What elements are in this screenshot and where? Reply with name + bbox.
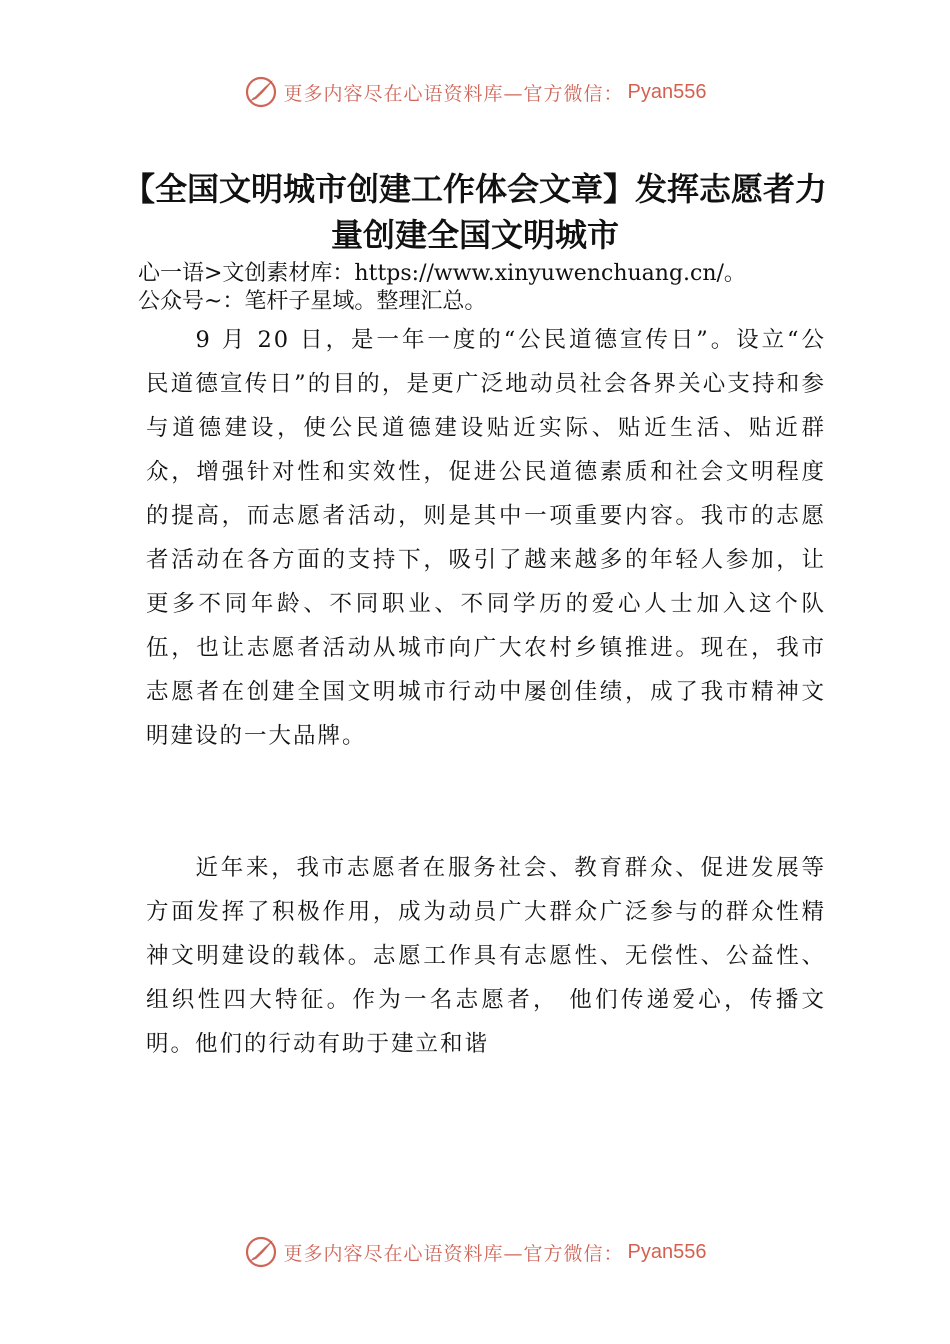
source-line-2: 公众号~：笔杆子星域。整理汇总。 bbox=[138, 289, 487, 314]
source-note bbox=[138, 260, 838, 316]
quill-logo-icon bbox=[244, 75, 278, 109]
header-banner bbox=[0, 70, 950, 114]
source-line-1: 心一语>文创素材库：https://www.xinyuwenchuang.cn/。 bbox=[138, 261, 746, 286]
banner-text: 更多内容尽在心语资料库—官方微信： bbox=[283, 1242, 624, 1265]
footer-banner bbox=[0, 1230, 950, 1274]
paragraph-2: 近年来，我市志愿者在服务社会、教育群众、促进发展等方面发挥了积极作用，成为动员广大群众广泛参与的群众性精神文明建设的载体。志愿工作具有志愿性、无偿性、公益性、组织性四大特征。作为一名志愿者， 他们传递爱心，传播文明。他们的行动有助于建立和谐 bbox=[146, 855, 826, 1057]
wechat-id: Pyan556 bbox=[627, 1240, 707, 1263]
wechat-id: Pyan556 bbox=[627, 80, 707, 103]
paragraph-1: 9 月 20 日，是一年一度的“公民道德宣传日”。设立“公民道德宣传日”的目的，是更广泛地动员社会各界关心支持和参与道德建设，使公民道德建设贴近实际、贴近生活、贴近群众，增强针对性和实效性，促进公民道德素质和社会文明程度的提高，而志愿者活动，则是其中一项重要内容。我市的志愿者活动在各方面的支持下，吸引了越来越多的年轻人参加，让更多不同年龄、不同职业、不同学历的爱心人士加入这个队伍，也让志愿者活动从城市向广大农村乡镇推进。现在，我市志愿者在创建全国文明城市行动中屡创佳绩，成了我市精神文明建设的一大品牌。 bbox=[146, 327, 826, 749]
document-title: 【全国文明城市创建工作体会文章】发挥志愿者力量创建全国文明城市 bbox=[122, 170, 827, 254]
banner-text: 更多内容尽在心语资料库—官方微信： bbox=[283, 82, 624, 105]
quill-logo-icon bbox=[244, 1235, 278, 1269]
